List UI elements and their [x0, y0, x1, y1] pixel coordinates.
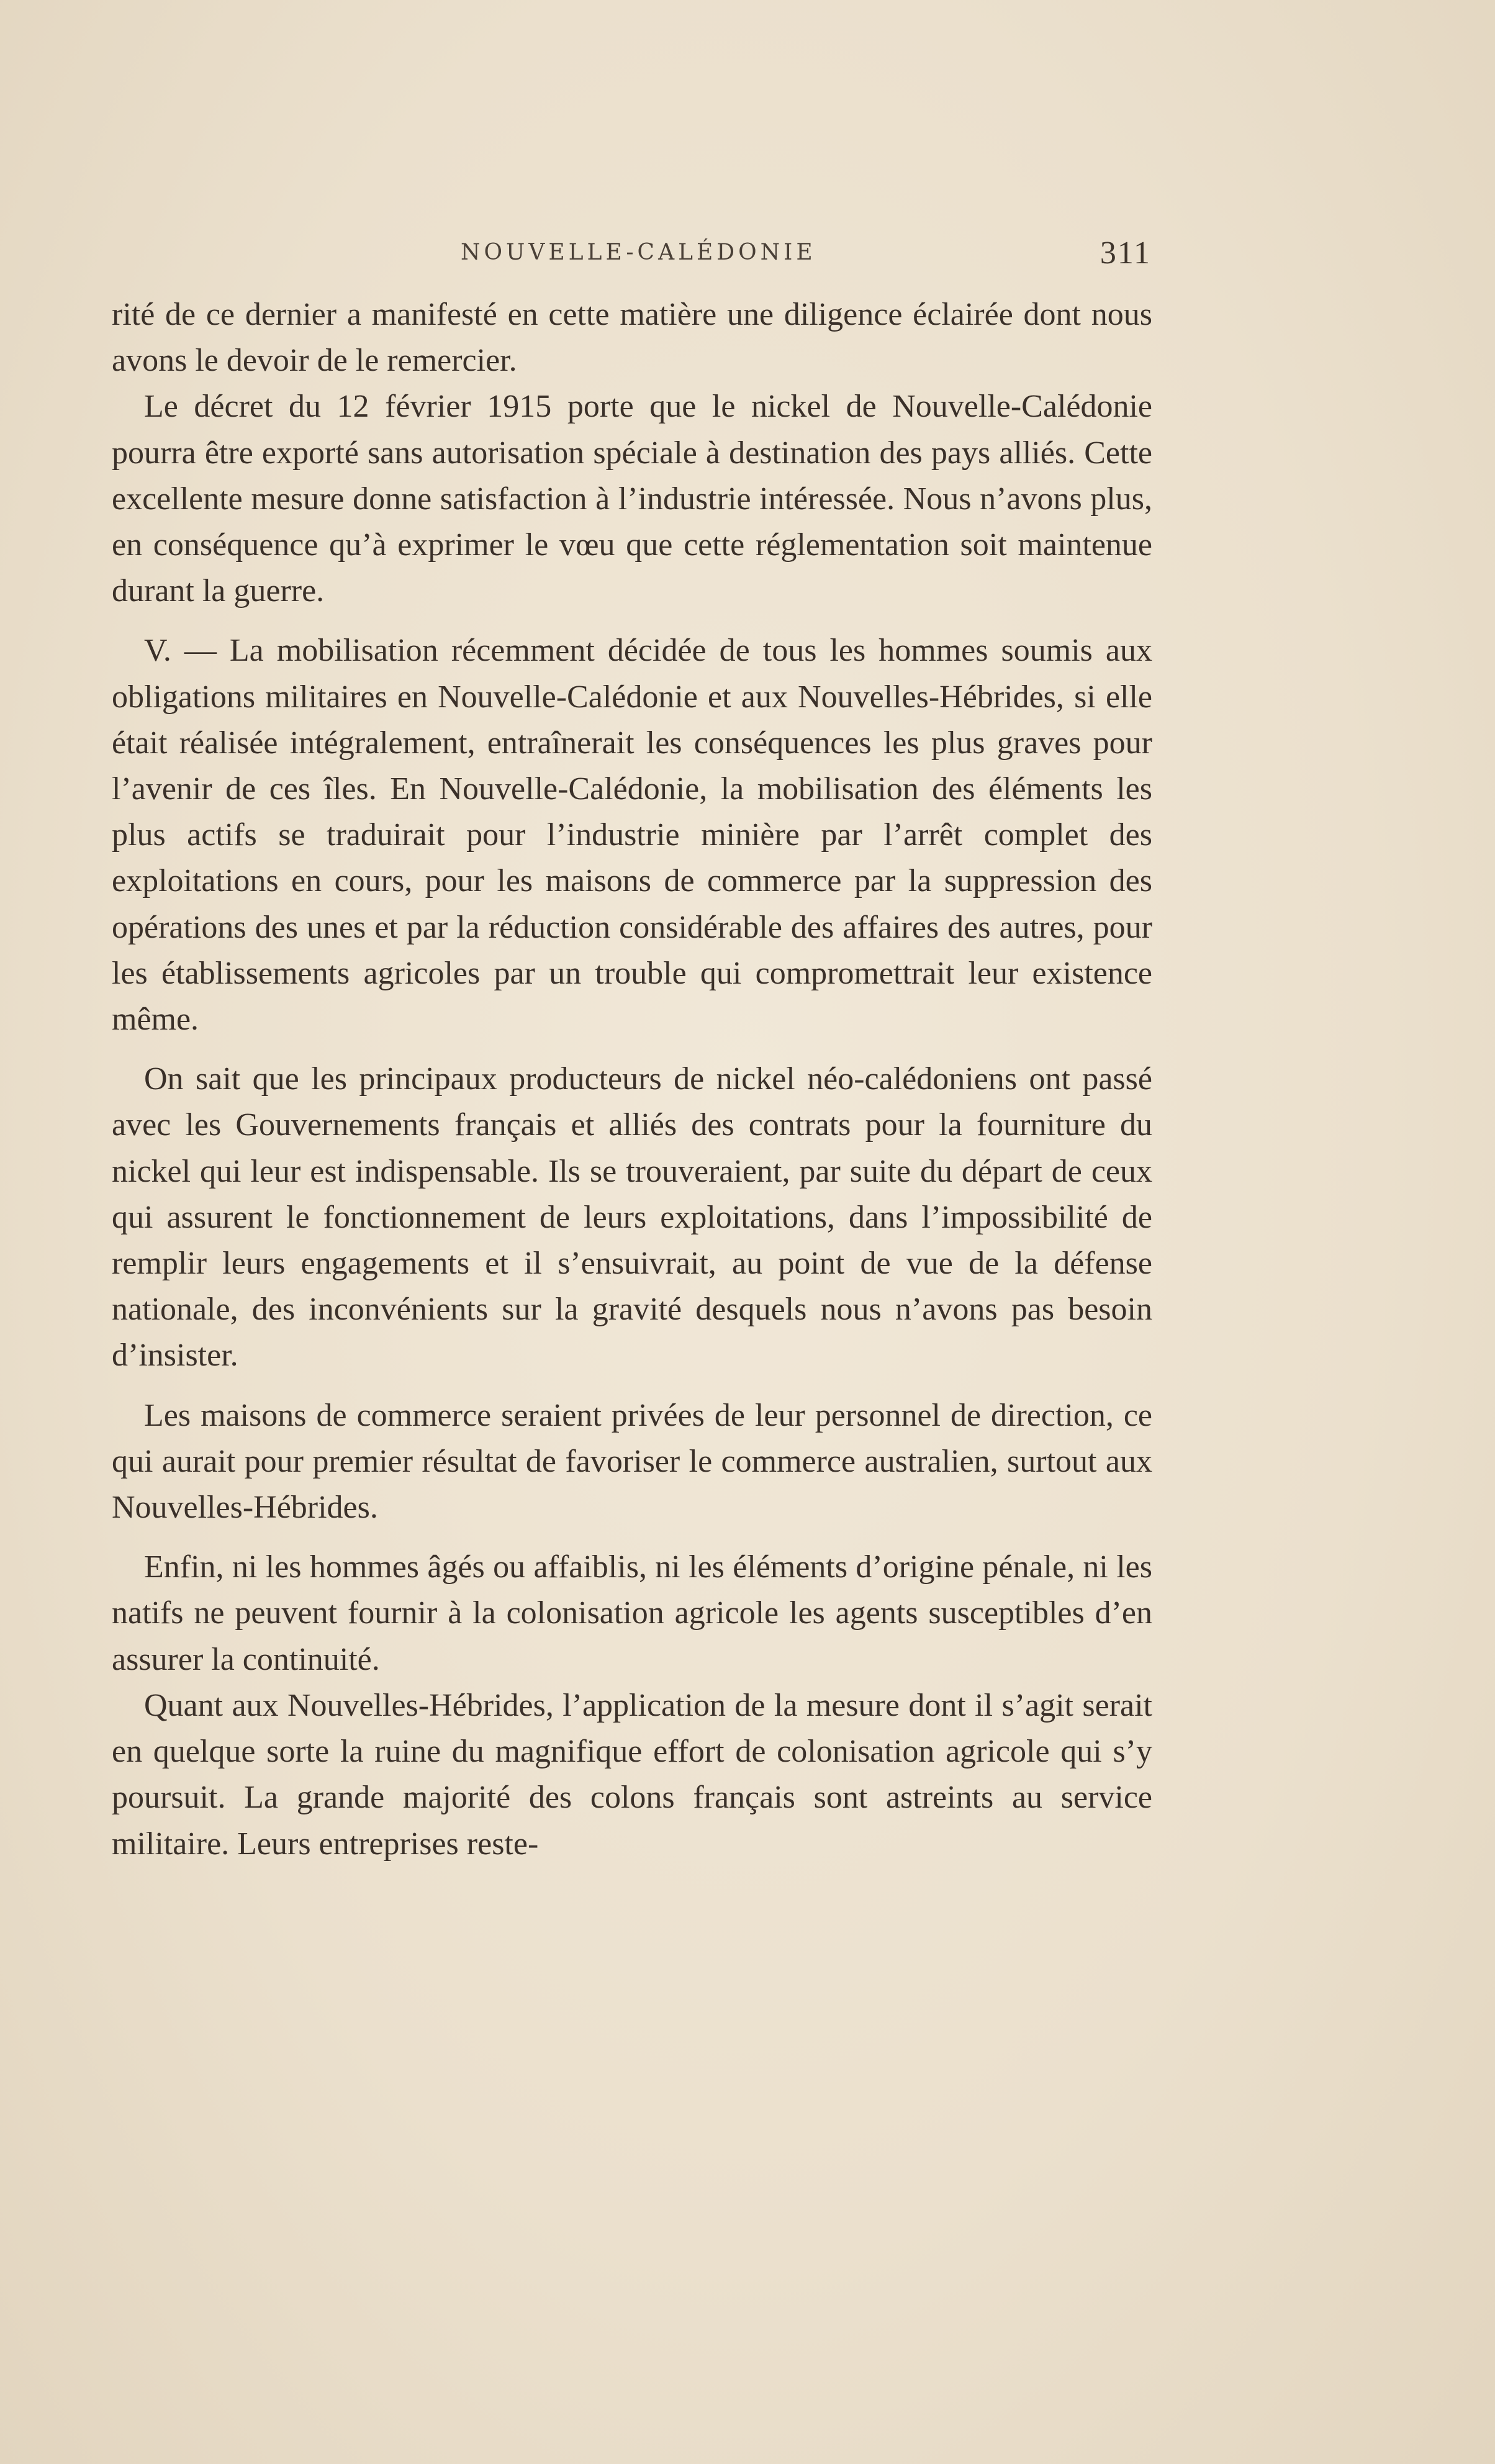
paragraph-section-v: V. — La mobilisation récemment décidée de tous les hommes soumis aux obligations militaires en Nouvelle-Calédonie et aux Nouvelles-Hébrides, si elle était réalisée intégralement, entraînerait les conséquences les plus graves pour l’avenir de ces îles. En Nouvelle-Calédonie, la mobilisation des éléments les plus actifs se traduirait pour l’industrie minière par l’arrêt complet des exploitations en cours, pour les maisons de commerce par la suppression des opérations des unes et par la réduction considérable des affaires des autres, pour les établissements agricoles par un trouble qui compromettrait leur existence même.: [112, 633, 1152, 1038]
running-head: NOUVELLE-CALÉDONIE: [461, 240, 816, 265]
page-header: [113, 235, 1151, 278]
body-text: [112, 292, 1152, 1867]
page-number: 311: [1100, 235, 1151, 271]
paragraph-continuation: rité de ce dernier a manifesté en cette matière une diligence éclairée dont nous avons le devoir de le remercier.: [112, 297, 1152, 379]
paragraph-nickel-producers: On sait que les principaux producteurs de nickel néo-calédoniens ont passé avec les Gouvernements français et alliés des contrats pour la fourniture du nickel qui leur est indispensable. Ils se trouveraient, par suite du départ de ceux qui assurent le fonctionnement de leurs exploitations, dans l’impossibilité de remplir leurs engagements et il s’ensuivrait, au point de vue de la défense nationale, des inconvénients sur la gravité desquels nous n’avons pas besoin d’insister.: [112, 1061, 1152, 1374]
paragraph-commerce: Les maisons de commerce seraient privées de leur personnel de direction, ce qui aurait pour premier résultat de favoriser le commerce australien, surtout aux Nouvelles-Hébrides.: [112, 1397, 1152, 1526]
paragraph-new-hebrides: Quant aux Nouvelles-Hébrides, l’application de la mesure dont il s’agit serait en quelque sorte la ruine du magnifique effort de colonisation agricole qui s’y poursuit. La grande majorité des colons français sont astreints au service militaire. Leurs entreprises reste-: [112, 1687, 1152, 1862]
paragraph-colonisation: Enfin, ni les hommes âgés ou affaiblis, ni les éléments d’origine pénale, ni les natifs ne peuvent fournir à la colonisation agricole les agents susceptibles d’en assurer la continuité.: [112, 1549, 1152, 1677]
paragraph-decree: Le décret du 12 février 1915 porte que le nickel de Nouvelle-Calédonie pourra être exporté sans autorisation spéciale à destination des pays alliés. Cette excellente mesure donne satisfaction à l’industrie intéressée. Nous n’avons plus, en conséquence qu’à exprimer le vœu que cette réglementation soit maintenue durant la guerre.: [112, 389, 1152, 609]
